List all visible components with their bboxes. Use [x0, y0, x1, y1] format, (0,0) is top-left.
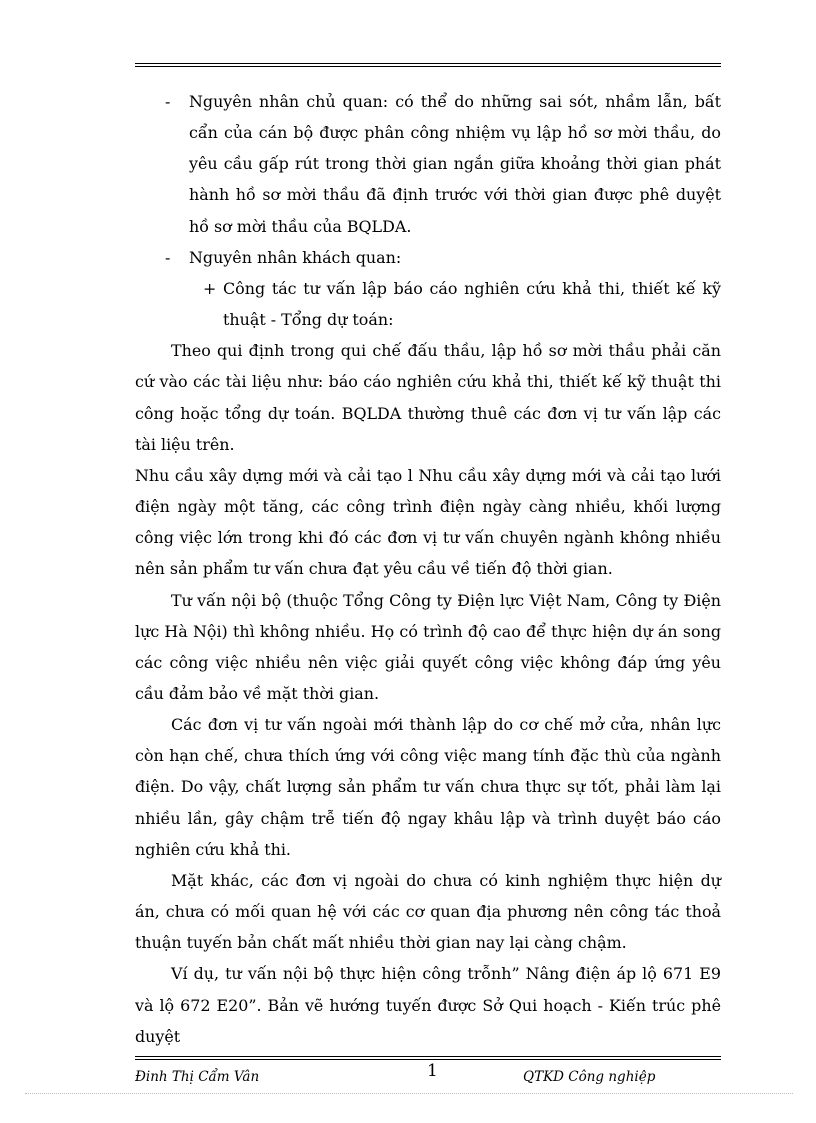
footer-department: QTKD Công nghiệp — [523, 1069, 656, 1085]
paragraph-text: Nguyên nhân chủ quan: có thể do những sai sót, nhầm lẫn, bất cẩn của cán bộ được phân công nhiệm vụ lập hồ sơ mời thầu, do yêu cầu gấp rút trong thời gian ngắn giữa khoảng thời gian phát hành hồ sơ mời thầu đã định trước với thời gian được phê duyệt hồ sơ mời thầu của BQLDA. — [189, 92, 721, 236]
page-number: 1 — [427, 1061, 438, 1081]
paragraph: Mặt khác, các đơn vị ngoài do chưa có kinh nghiệm thực hiện dự án, chưa có mối quan hệ với các cơ quan địa phương nên công tác thoả thuận tuyến bản chất mất nhiều thời gian nay lại càng chậm. — [135, 870, 721, 953]
paragraph-text: Công tác tư vấn lập báo cáo nghiên cứu khả thi, thiết kế kỹ thuật - Tổng dự toán: — [223, 278, 721, 330]
header-rule-bottom — [135, 66, 721, 67]
sub-bullet-paragraph — [135, 273, 721, 335]
bullet-paragraph — [135, 242, 721, 273]
page-footer — [135, 1061, 721, 1083]
paragraph: Các đơn vị tư vấn ngoài mới thành lập do cơ chế mở cửa, nhân lực còn hạn chế, chưa thích ứng với công việc mang tính đặc thù của ngành điện. Do vậy, chất lượng sản phẩm tư vấn chưa thực sự tốt, phải làm lại nhiều lần, gây chậm trễ tiến độ ngay khâu lập và trình duyệt báo cáo nghiên cứu khả thi. — [135, 715, 721, 859]
paragraph: Theo qui định trong qui chế đấu thầu, lập hồ sơ mời thầu phải căn cứ vào các tài liệu như: báo cáo nghiên cứu khả thi, thiết kế kỹ thuật thi công hoặc tổng dự toán. BQLDA thường thuê các đơn vị tư vấn lập các tài liệu trên. — [135, 341, 721, 454]
page-bottom-dotted-line — [25, 1093, 793, 1094]
dash-bullet: - — [165, 247, 171, 267]
footer-rule-top — [135, 1056, 721, 1057]
paragraph: Nhu cầu xây dựng mới và cải tạo l Nhu cầu xây dựng mới và cải tạo lưới điện ngày một tăng, các công trình điện ngày càng nhiều, khối lượng công việc lớn trong khi đó các đơn vị tư vấn chuyên ngành không nhiều nên sản phẩm tư vấn chưa đạt yêu cầu về tiến độ thời gian. — [135, 465, 721, 579]
header-rule-top — [135, 63, 721, 64]
footer-author: Đinh Thị Cẩm Vân — [135, 1069, 260, 1085]
dash-bullet: - — [165, 92, 171, 111]
body-text — [135, 86, 721, 1052]
footer-rule-bottom — [135, 1059, 721, 1060]
bullet-paragraph — [135, 86, 721, 242]
paragraph-text: Nguyên nhân khách quan: — [189, 247, 402, 267]
plus-bullet: + — [203, 278, 217, 298]
paragraph: Tư vấn nội bộ (thuộc Tổng Công ty Điện lực Việt Nam, Công ty Điện lực Hà Nội) thì không nhiều. Họ có trình độ cao để thực hiện dự án song các công việc nhiều nên việc giải quyết công việc không đáp ứng yêu cầu đảm bảo về mặt thời gian. — [135, 590, 721, 703]
paragraph: Ví dụ, tư vấn nội bộ thực hiện công trỗnh” Nâng điện áp lộ 671 E9 và lộ 672 E20”. Bản vẽ hướng tuyến được Sở Qui hoạch - Kiến trúc phê duyệt — [135, 964, 721, 1046]
